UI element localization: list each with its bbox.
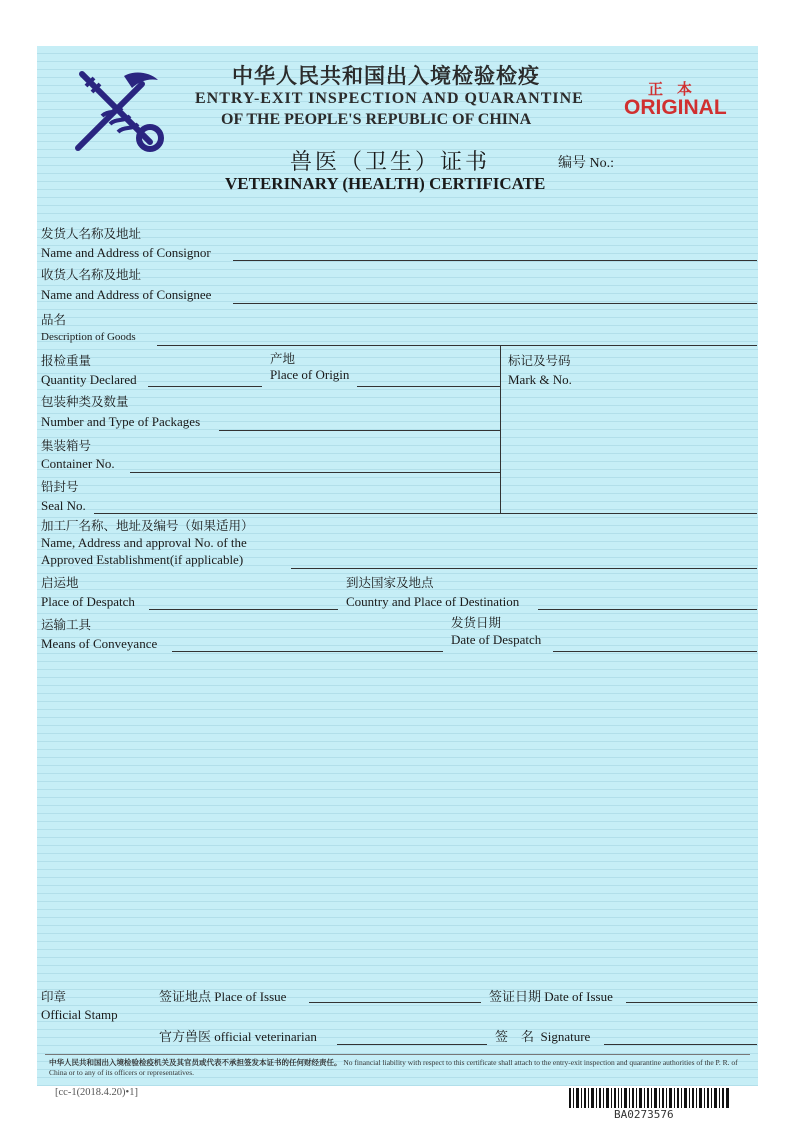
establishment-label-en-line2: Approved Establishment(if applicable) (41, 552, 244, 567)
stamp-label-en: Official Stamp (41, 1007, 118, 1022)
quantity-label-cn: 报检重量 (41, 353, 92, 368)
destination-label-cn: 到达国家及地点 (346, 575, 434, 590)
consignee-label-cn: 收货人名称及地址 (41, 267, 142, 282)
packages-label-en: Number and Type of Packages (41, 414, 201, 429)
establishment-label-en-line1: Name, Address and approval No. of the (41, 535, 247, 550)
quantity-label-en: Quantity Declared (41, 372, 137, 387)
consignee-label-en: Name and Address of Consignee (41, 287, 212, 302)
seal-field[interactable] (94, 513, 757, 514)
seal-label-cn: 铅封号 (41, 479, 79, 494)
footer-rule (45, 1054, 750, 1055)
form-number: [cc-1(2018.4.20)•1] (55, 1087, 138, 1098)
ciq-emblem-icon (72, 68, 164, 154)
serial-number: BA0273576 (614, 1108, 674, 1121)
stamp-label-cn: 印章 (41, 989, 67, 1004)
container-field[interactable] (130, 472, 500, 473)
issue-place-label: 签证地点 Place of Issue (159, 989, 287, 1004)
liability-note-cn: 中华人民共和国出入境检验检疫机关及其官员或代表不承担签发本证书的任何财经责任。 (49, 1058, 342, 1067)
mark-box-divider (500, 346, 501, 514)
origin-label-cn: 产地 (270, 351, 296, 366)
conveyance-field[interactable] (172, 651, 443, 652)
signature-label: 签 名 Signature (495, 1029, 591, 1044)
despatch-date-label-en: Date of Despatch (451, 632, 542, 647)
issue-place-field[interactable] (309, 1002, 481, 1003)
despatch-place-field[interactable] (149, 609, 338, 610)
agency-name-en-line2: OF THE PEOPLE'S REPUBLIC OF CHINA (221, 111, 532, 128)
goods-field[interactable] (157, 345, 757, 346)
despatch-place-label-en: Place of Despatch (41, 594, 135, 609)
liability-note-en: No financial liability with respect to this certificate shall attach to the entry-exit inspection and quarantine authorities of the P. R. of China or to any of its officers or representatives. (49, 1058, 738, 1077)
issue-date-field[interactable] (626, 1002, 757, 1003)
certificate-number-label: 编号 No.: (558, 156, 614, 171)
destination-field[interactable] (538, 609, 757, 610)
container-label-en: Container No. (41, 456, 115, 471)
mark-label-cn: 标记及号码 (508, 353, 571, 368)
mark-label-en: Mark & No. (508, 372, 572, 387)
destination-label-en: Country and Place of Destination (346, 594, 520, 609)
packages-label-cn: 包装种类及数量 (41, 394, 129, 409)
origin-label-en: Place of Origin (270, 367, 350, 382)
despatch-date-field[interactable] (553, 651, 757, 652)
seal-label-en: Seal No. (41, 498, 86, 513)
despatch-date-label-cn: 发货日期 (451, 615, 502, 630)
despatch-place-label-cn: 启运地 (41, 575, 79, 590)
agency-name-cn: 中华人民共和国出入境检验检疫 (232, 64, 540, 88)
packages-field[interactable] (219, 430, 500, 431)
goods-label-cn: 品名 (41, 312, 67, 327)
consignor-label-en: Name and Address of Consignor (41, 245, 211, 260)
agency-name-en-line1: ENTRY-EXIT INSPECTION AND QUARANTINE (195, 90, 584, 107)
consignor-label-cn: 发货人名称及地址 (41, 226, 142, 241)
signature-field[interactable] (604, 1044, 757, 1045)
barcode-icon (569, 1088, 729, 1108)
issue-date-label: 签证日期 Date of Issue (489, 989, 613, 1004)
vet-field[interactable] (337, 1044, 487, 1045)
origin-field[interactable] (357, 386, 500, 387)
goods-label-en: Description of Goods (41, 331, 136, 343)
original-mark-cn: 正本 (648, 80, 707, 98)
establishment-field[interactable] (291, 568, 757, 569)
quantity-field[interactable] (148, 386, 262, 387)
certificate-title-en: VETERINARY (HEALTH) CERTIFICATE (225, 174, 546, 193)
certificate-title-cn: 兽医（卫生）证书 (290, 150, 491, 175)
original-mark-en: ORIGINAL (624, 96, 727, 119)
consignee-field[interactable] (233, 303, 757, 304)
container-label-cn: 集装箱号 (41, 438, 92, 453)
conveyance-label-en: Means of Conveyance (41, 636, 158, 651)
vet-label: 官方兽医 official veterinarian (159, 1029, 317, 1044)
conveyance-label-cn: 运输工具 (41, 617, 92, 632)
establishment-label-cn: 加工厂名称、地址及编号（如果适用） (41, 518, 254, 533)
liability-note (49, 1058, 754, 1078)
consignor-field[interactable] (233, 260, 757, 261)
